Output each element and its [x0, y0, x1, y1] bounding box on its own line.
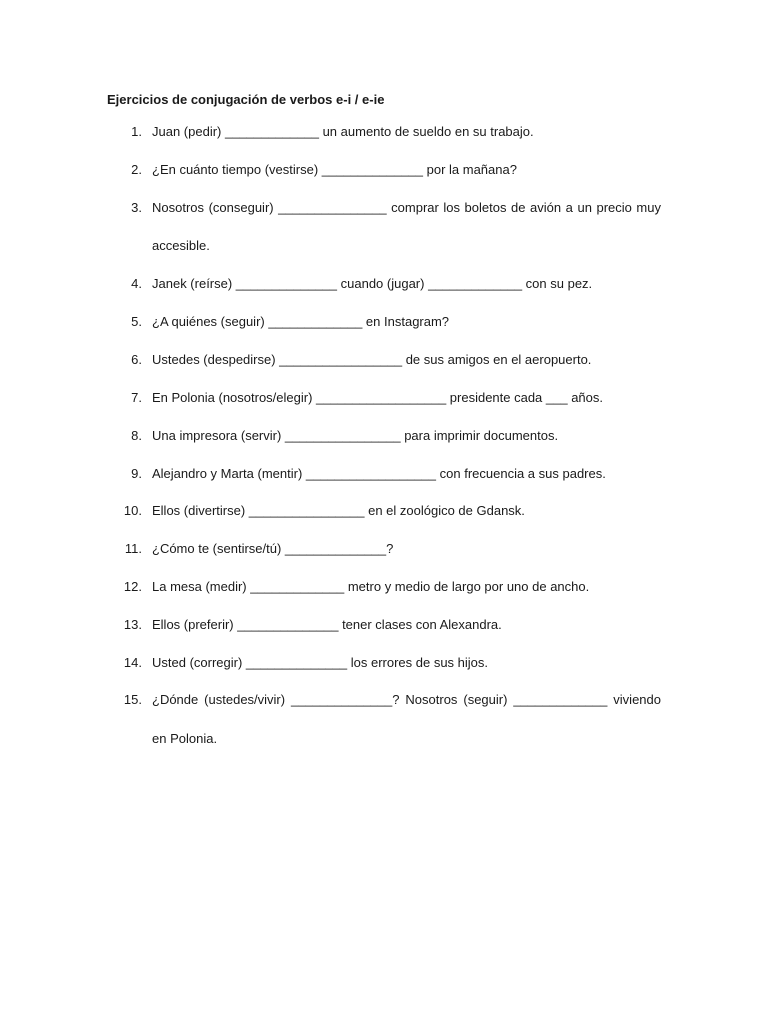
item-number: 5.: [131, 314, 142, 329]
item-text: La mesa (medir) _____________ metro y medio de largo por uno de ancho.: [152, 579, 590, 594]
item-number: 14.: [123, 655, 142, 670]
item-text: ¿En cuánto tiempo (vestirse) ______________ por la mañana?: [152, 162, 517, 177]
item-number: 7.: [131, 390, 142, 405]
item-text: Ellos (preferir) ______________ tener clases con Alexandra.: [152, 617, 502, 632]
item-text: Janek (reírse) ______________ cuando (jugar) _____________ con su pez.: [152, 276, 593, 291]
item-number: 12.: [123, 579, 142, 594]
item-number: 3.: [131, 200, 142, 215]
item-text: ¿A quiénes (seguir) _____________ en Instagram?: [152, 314, 450, 329]
item-number: 9.: [131, 466, 142, 481]
item-text: Nosotros (conseguir) _______________ comprar los boletos de avión a un precio muy: [152, 200, 661, 215]
item-number: 1.: [131, 124, 142, 139]
item-text: ¿Cómo te (sentirse/tú) ______________?: [152, 541, 394, 556]
item-text: Alejandro y Marta (mentir) __________________ con frecuencia a sus padres.: [152, 466, 606, 481]
item-number: 11.: [124, 541, 142, 556]
item-number: 8.: [131, 428, 142, 443]
item-number: 6.: [131, 352, 142, 367]
item-number: 15.: [123, 692, 142, 707]
item-number: 10.: [123, 503, 142, 518]
item-text-continuation: en Polonia.: [152, 731, 218, 746]
item-text: Usted (corregir) ______________ los errores de sus hijos.: [152, 655, 489, 670]
item-number: 2.: [131, 162, 142, 177]
item-text: En Polonia (nosotros/elegir) __________________ presidente cada ___ años.: [152, 390, 604, 405]
item-text: ¿Dónde (ustedes/vivir) ______________? Nosotros (seguir) _____________ viviendo: [152, 692, 661, 707]
item-text-continuation: accesible.: [152, 238, 210, 253]
item-text: Juan (pedir) _____________ un aumento de sueldo en su trabajo.: [152, 124, 534, 139]
item-text: Una impresora (servir) ________________ para imprimir documentos.: [152, 428, 559, 443]
page-title: Ejercicios de conjugación de verbos e-i / e-ie: [107, 92, 385, 107]
item-number: 13.: [123, 617, 142, 632]
item-number: 4.: [131, 276, 142, 291]
item-text: Ustedes (despedirse) _________________ de sus amigos en el aeropuerto.: [152, 352, 592, 367]
item-text: Ellos (divertirse) ________________ en el zoológico de Gdansk.: [152, 503, 525, 518]
